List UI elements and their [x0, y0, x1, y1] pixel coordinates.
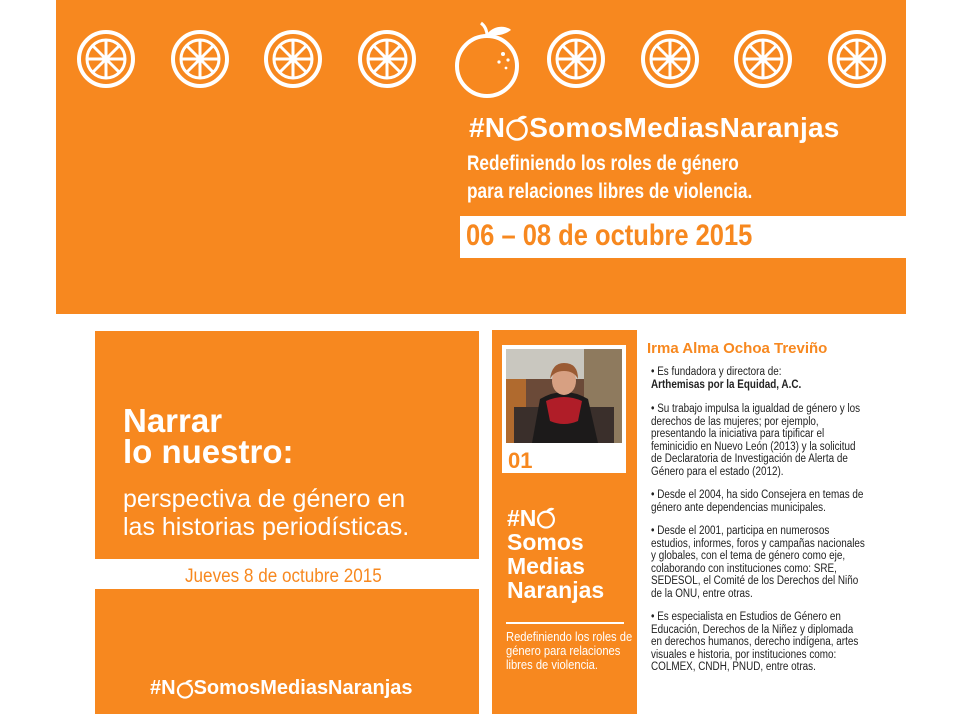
orange-slice-icon	[826, 28, 888, 90]
bio-item: • Su trabajo impulsa la igualdad de género y los derechos de las mujeres; por ejemplo, presentando la iniciativa para tipificar el feminicidio en Nuevo León (2013) y la solicitud de Declaratoria de Investigación de Alerta de Género para el estado (2012).	[651, 403, 861, 478]
orange-letter-icon	[505, 114, 529, 142]
hashtag-card	[95, 589, 479, 714]
orange-slice-icon	[732, 28, 794, 90]
bio-item: • Es fundadora y directora de: Arthemisas por la Equidad, A.C.	[651, 366, 802, 391]
orange-letter-icon	[536, 506, 556, 530]
speaker-bio	[651, 366, 866, 685]
campaign-hashtag	[469, 112, 840, 144]
bio-item: • Es especialista en Estudios de Género en Educación, Derechos de la Niñez y diplomada en derechos humanos, derecho indígena, artes visuales e historia, por instituciones como: COLMEX, CNDH, PNUD, entre otras.	[651, 611, 859, 673]
divider	[506, 622, 624, 624]
orange-slice-icon	[262, 28, 324, 90]
event-subtitle: perspectiva de género en las historias periodísticas.	[123, 485, 410, 541]
banner-subtitle-line1: Redefiniendo los roles de género	[467, 152, 739, 175]
whole-orange-icon	[451, 20, 523, 100]
profile-sidebar	[492, 330, 637, 714]
orange-letter-icon	[176, 678, 194, 700]
event-dates: 06 – 08 de octubre 2015	[466, 219, 753, 252]
bio-item: • Desde el 2001, participa en numerosos estudios, informes, foros y campañas nacionales y globales, con el tema de género como eje, colaborando con instituciones como: SRE, SEDESOL, el Comité de los Derechos del Niño de la ONU, entre otras.	[651, 525, 865, 600]
speaker-photo-frame	[502, 345, 626, 473]
campaign-hashtag-bottom: #N SomosMediasNaranjas	[150, 677, 413, 699]
date-bar	[460, 216, 934, 258]
event-title-card	[95, 331, 479, 559]
orange-slice-icon	[75, 28, 137, 90]
speaker-number: 01	[508, 448, 533, 473]
bio-item: • Desde el 2004, ha sido Consejera en temas de género ante dependencias municipales.	[651, 489, 864, 514]
orange-slice-icon	[356, 28, 418, 90]
event-title: Narrar lo nuestro:	[123, 402, 294, 470]
speaker-bio-column	[637, 330, 875, 714]
hashtag-suffix: SomosMediasNaranjas	[529, 112, 840, 143]
banner-subtitle-line2: para relaciones libres de violencia.	[467, 180, 753, 203]
speaker-photo	[506, 349, 622, 443]
event-date: Jueves 8 de octubre 2015	[185, 566, 382, 587]
orange-slice-icon	[169, 28, 231, 90]
speaker-profile	[492, 330, 875, 714]
orange-slice-icon	[545, 28, 607, 90]
campaign-logo-vertical: #N Somos Medias Naranjas	[507, 505, 605, 603]
orange-slice-icon	[639, 28, 701, 90]
campaign-tagline: Redefiniendo los roles de género para relaciones libres de violencia.	[506, 629, 633, 672]
speaker-name: Irma Alma Ochoa Treviño	[647, 340, 828, 357]
orange-icon-row	[56, 12, 906, 92]
header-banner	[56, 0, 906, 314]
hashtag-prefix: #N	[469, 112, 506, 143]
